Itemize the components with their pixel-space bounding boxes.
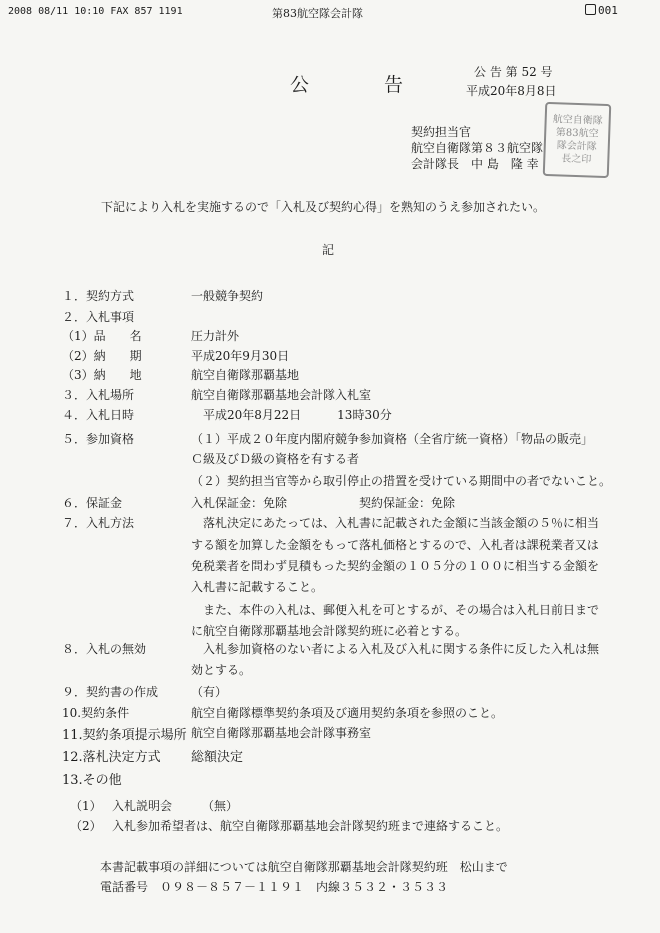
fax-page-icon <box>585 4 596 15</box>
item-text: 効とする。 <box>191 663 252 677</box>
other-num-1: （1） <box>70 799 102 813</box>
item-text: Ｃ級及びＤ級の資格を有する者 <box>191 452 360 466</box>
item-row <box>0 386 660 406</box>
item-row <box>0 287 660 307</box>
item-text: 平成20年8月22日 13時30分 <box>191 408 392 422</box>
contact-details: 本書記載事項の詳細については航空自衛隊那覇基地会計隊契約班 松山まで <box>100 860 508 874</box>
item-text: 一般競争契約 <box>191 289 264 303</box>
item-text: 航空自衛隊那覇基地会計隊事務室 <box>191 726 372 740</box>
item-text: 入札書に記載すること。 <box>191 580 324 594</box>
item-text: （２）契約担当官等から取引停止の措置を受けている期間中の者でないこと。 <box>191 474 612 488</box>
item-text: する額を加算した金額をもって落札価格とするので、入札者は課税業者又は <box>191 538 599 552</box>
contact-phone: 電話番号 ０９８－８５７－１１９１ 内線３５３２・３５３３ <box>100 880 449 894</box>
item-row <box>0 746 660 766</box>
item-row <box>0 578 660 598</box>
item-label: ９．契約書の作成 <box>62 685 159 699</box>
seal-text: 航空自衛隊 <box>552 114 603 127</box>
item-row <box>0 366 660 386</box>
page-title: 公 告 <box>290 74 432 96</box>
item-row <box>0 704 660 724</box>
item-label: ３．入札場所 <box>62 388 135 402</box>
item-row <box>0 769 660 789</box>
notice-date: 平成20年8月8日 <box>466 84 557 98</box>
item-row <box>0 347 660 367</box>
item-row <box>0 494 660 514</box>
item-label: ５．参加資格 <box>62 432 135 446</box>
item-row <box>0 514 660 534</box>
item-row <box>0 557 660 577</box>
item-row <box>0 640 660 660</box>
item-text: また、本件の入札は、郵便入札を可とするが、その場合は入札日前日まで <box>191 603 600 617</box>
item-text: 航空自衛隊那覇基地会計隊入札室 <box>191 388 372 402</box>
item-label: ４．入札日時 <box>62 408 135 422</box>
item-label: 12.落札決定方式 <box>62 750 161 765</box>
item-text: 入札参加資格のない者による入札及び入札に関する条件に反した入札は無 <box>191 642 600 656</box>
item-label: （2）納 期 <box>62 349 142 363</box>
ki-heading: 記 <box>322 243 335 257</box>
item-row <box>0 622 660 642</box>
item-row <box>0 724 660 744</box>
item-text: （有） <box>191 685 228 699</box>
item-row <box>0 327 660 347</box>
item-text: 総額決定 <box>191 750 244 765</box>
item-label: ７．入札方法 <box>62 516 135 530</box>
item-label: 13.その他 <box>62 773 122 788</box>
item-row <box>0 430 660 450</box>
item-row <box>0 406 660 426</box>
issuer-name: 会計隊長 中 島 隆 幸 <box>411 157 539 171</box>
item-label: 11.契約条項提示場所 <box>62 728 187 743</box>
item-text: 圧力計外 <box>191 329 240 343</box>
item-row <box>0 472 660 492</box>
issuer-unit: 航空自衛隊第８３航空隊 <box>411 141 544 155</box>
item-text: 免税業者を問わず見積もった契約金額の１０５分の１００に相当する金額を <box>191 559 600 573</box>
item-text: 落札決定にあたっては、入札書に記載された金額に当該金額の５％に相当 <box>191 516 600 530</box>
item-text: 航空自衛隊標準契約条項及び適用契約条項を参照のこと。 <box>191 706 504 720</box>
intro-text: 下記により入札を実施するので「入札及び契約心得」を熟知のうえ参加されたい。 <box>101 200 546 214</box>
item-label: 10.契約条件 <box>62 706 130 720</box>
item-row <box>0 661 660 681</box>
seal-text: 長之印 <box>561 153 592 166</box>
item-text: （１）平成２０年度内閣府競争参加資格（全省庁統一資格）「物品の販売」 <box>191 432 594 446</box>
item-row <box>0 308 660 328</box>
item-row <box>0 683 660 703</box>
item-label: （1）品 名 <box>62 329 142 343</box>
seal-text: 第83航空 <box>555 127 599 140</box>
item-row <box>0 450 660 470</box>
item-text: 航空自衛隊那覇基地 <box>191 368 300 382</box>
notice-number: 公 告 第 52 号 <box>474 65 553 79</box>
issuer-title: 契約担当官 <box>411 125 472 139</box>
item-text: 平成20年9月30日 <box>191 349 290 363</box>
item-label: １．契約方式 <box>62 289 135 303</box>
fax-page-number: 001 <box>598 4 618 17</box>
other-num-2: （2） <box>70 819 102 833</box>
other-text-2: 入札参加希望者は、航空自衛隊那覇基地会計隊契約班まで連絡すること。 <box>112 819 509 833</box>
fax-header-center: 第83航空隊会計隊 <box>272 7 363 20</box>
item-label: ６．保証金 <box>62 496 123 510</box>
other-text-1: 入札説明会 （無） <box>112 799 239 813</box>
seal-text: 隊会計隊 <box>556 140 597 153</box>
item-label: ８．入札の無効 <box>62 642 147 656</box>
item-row <box>0 601 660 621</box>
official-seal <box>543 102 612 178</box>
item-label: （3）納 地 <box>62 368 142 382</box>
item-label: ２．入札事項 <box>62 310 135 324</box>
fax-header-left: 2008 08/11 10:10 FAX 857 1191 <box>8 6 183 17</box>
fax-header-right <box>585 4 618 17</box>
item-text: に航空自衛隊那覇基地会計隊契約班に必着とする。 <box>191 624 468 638</box>
item-row <box>0 536 660 556</box>
item-text: 入札保証金：免除 契約保証金：免除 <box>191 496 456 510</box>
